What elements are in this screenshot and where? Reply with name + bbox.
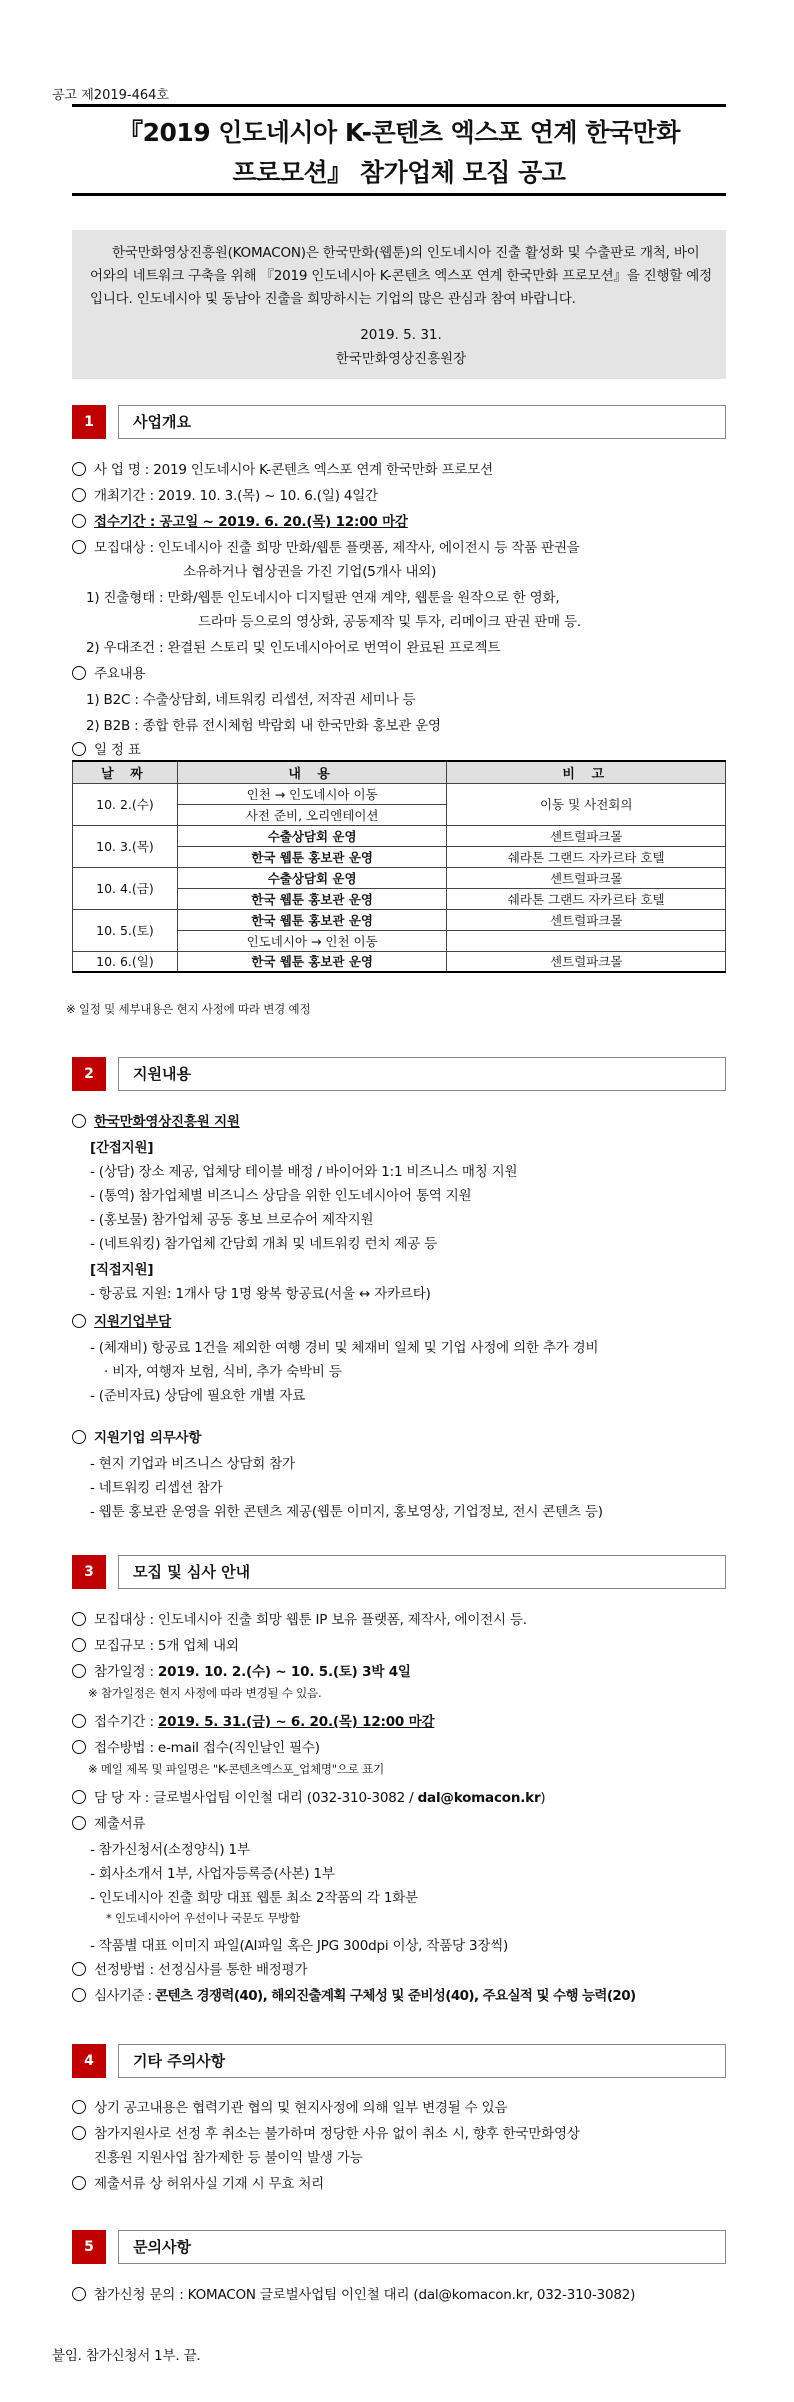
table-row: [73, 783, 726, 804]
document-item: - 작품별 대표 이미지 파일(AI파일 혹은 JPG 300dpi 이상, 작품당 3장씩): [90, 1938, 509, 1954]
schedule-note: ※ 참가일정은 현지 사정에 따라 변경될 수 있음.: [88, 1686, 322, 1700]
circle-bullet-icon: [72, 2126, 86, 2140]
burden-item: - (준비자료) 상담에 필요한 개별 자료: [90, 1388, 306, 1404]
document-note: * 인도네시아어 우선이나 국문도 무방함: [106, 1911, 300, 1925]
note-cell: 쉐라톤 그랜드 자카르타 호텔: [447, 888, 726, 909]
burden-item-cont: · 비자, 여행자 보험, 식비, 추가 숙박비 등: [104, 1364, 342, 1380]
b2c-item: 1) B2C : 수출상담회, 네트워킹 리셉션, 저작권 세미나 등: [86, 692, 416, 708]
circle-bullet-icon: [72, 1988, 86, 2002]
support-item: - (네트워킹) 참가업체 간담회 개최 및 네트워킹 런치 제공 등: [90, 1236, 437, 1252]
obligation-item: - 웹툰 홍보관 운영을 위한 콘텐츠 제공(웹툰 이미지, 홍보영상, 기업정보, 전시 콘텐츠 등): [90, 1504, 603, 1520]
caution-item: 제출서류 상 허위사실 기재 시 무효 처리: [72, 2172, 324, 2192]
section-5-header: [72, 2230, 726, 2264]
note-cell: 센트럴파크몰: [447, 867, 726, 888]
caution-item: 상기 공고내용은 협력기관 협의 및 현지사정에 의해 일부 변경될 수 있음: [72, 2096, 507, 2116]
circle-bullet-icon: [72, 1114, 86, 1128]
section-number: 5: [72, 2230, 106, 2264]
obligation-item: - 현지 기업과 비즈니스 상담회 참가: [90, 1456, 295, 1472]
circle-bullet-icon: [72, 742, 86, 756]
content-cell: 사전 준비, 오리엔테이션: [177, 804, 447, 825]
project-name: 사 업 명 : 2019 인도네시아 K-콘텐츠 엑스포 연계 한국만화 프로모션: [72, 458, 493, 478]
documents-heading: 제출서류: [72, 1812, 145, 1832]
circle-bullet-icon: [72, 1664, 86, 1678]
evaluation-criteria: 심사기준 : 콘텐츠 경쟁력(40), 해외진출계획 구체성 및 준비성(40), 주요실적 및 수행 능력(20): [72, 1984, 636, 2004]
circle-bullet-icon: [72, 666, 86, 680]
intro-date: 2019. 5. 31.: [360, 327, 442, 343]
intro-text: 한국만화영상진흥원(KOMACON)은 한국만화(웹툰)의 인도네시아 진출 활성화 및 수출판로 개척, 바이어와의 네트워크 구축을 위해 『2019 인도네시아 K-콘텐츠 엑스포 연계 한국만화 프로모션』을 진행할 예정입니다. 인도네시아 및 동남아 진출을 희망하시는 기업의 많은 관심과 참여 바랍니다.: [90, 245, 712, 307]
section-number: 3: [72, 1555, 106, 1589]
circle-bullet-icon: [72, 514, 86, 528]
circle-bullet-icon: [72, 1612, 86, 1626]
content-cell: 인천 → 인도네시아 이동: [177, 783, 447, 804]
header-note: 비 고: [447, 761, 726, 783]
caution-item-cont: 진흥원 지원사업 참가제한 등 불이익 발생 가능: [94, 2150, 363, 2166]
recruit-target: 모집대상 : 인도네시아 진출 희망 웹툰 IP 보유 플랫폼, 제작사, 에이전시 등.: [72, 1608, 527, 1628]
support-item: - (홍보물) 참가업체 공동 홍보 브로슈어 제작지원: [90, 1212, 374, 1228]
content-cell: 인도네시아 → 인천 이동: [177, 930, 447, 951]
title-line-2: 프로모션』 참가업체 모집 공고: [232, 158, 566, 187]
company-burden-heading: 지원기업부담: [72, 1310, 171, 1330]
note-cell: 센트럴파크몰: [447, 951, 726, 972]
date-cell: 10. 4.(금): [73, 867, 178, 909]
participation-schedule: 참가일정 : 2019. 10. 2.(수) ~ 10. 5.(토) 3박 4일: [72, 1660, 411, 1680]
obligation-item: - 네트워킹 리셉션 참가: [90, 1480, 223, 1496]
caution-item: 참가지원사로 선정 후 취소는 불가하며 정당한 사유 없이 취소 시, 향후 한국만화영상: [72, 2122, 580, 2142]
contact-person: 담 당 자 : 글로벌사업팀 이인철 대리 (032-310-3082 / dal@komacon.kr): [72, 1786, 546, 1806]
section-number: 1: [72, 405, 106, 439]
date-cell: 10. 6.(일): [73, 951, 178, 972]
selection-method: 선정방법 : 선정심사를 통한 배정평가: [72, 1958, 307, 1978]
burden-item: - (체재비) 항공료 1건을 제외한 여행 경비 및 체재비 일체 및 기업 사정에 의한 추가 경비: [90, 1340, 599, 1356]
circle-bullet-icon: [72, 2287, 86, 2301]
content-cell: 수출상담회 운영: [177, 825, 447, 846]
contact-email-link[interactable]: dal@komacon.kr: [417, 1790, 541, 1806]
content-cell: 한국 웹툰 홍보관 운영: [177, 888, 447, 909]
date-cell: 10. 2.(수): [73, 783, 178, 825]
email-note: ※ 메일 제목 및 파일명은 "K-콘텐츠엑스포_업체명"으로 표기: [88, 1762, 384, 1776]
header-date: 날 짜: [73, 761, 178, 783]
content-cell: 한국 웹툰 홍보관 운영: [177, 909, 447, 930]
circle-bullet-icon: [72, 1816, 86, 1830]
note-cell: 이동 및 사전회의: [447, 783, 726, 825]
content-cell: 한국 웹툰 홍보관 운영: [177, 846, 447, 867]
circle-bullet-icon: [72, 1638, 86, 1652]
title-line-1: 『2019 인도네시아 K-콘텐츠 엑스포 연계 한국만화: [118, 118, 680, 147]
application-period: 접수기간 : 공고일 ~ 2019. 6. 20.(목) 12:00 마감: [72, 510, 408, 530]
event-period: 개최기간 : 2019. 10. 3.(목) ~ 10. 6.(일) 4일간: [72, 484, 378, 504]
schedule-footnote: ※ 일정 및 세부내용은 현지 사정에 따라 변경 예정: [66, 1002, 311, 1016]
section-number: 2: [72, 1057, 106, 1091]
obligations-heading: 지원기업 의무사항: [72, 1426, 201, 1446]
application-method: 접수방법 : e-mail 접수(직인날인 필수): [72, 1736, 320, 1756]
schedule-heading: 일 정 표: [72, 738, 141, 758]
circle-bullet-icon: [72, 2100, 86, 2114]
recruit-target-cont: 소유하거나 협상권을 가진 기업(5개사 내외): [183, 564, 437, 580]
note-cell: [447, 930, 726, 951]
document-title: [72, 104, 726, 196]
date-cell: 10. 5.(토): [73, 909, 178, 951]
section-2-header: [72, 1057, 726, 1091]
section-4-header: [72, 2044, 726, 2078]
table-row: [73, 867, 726, 888]
section-title: 기타 주의사항: [118, 2044, 726, 2078]
application-period: 접수기간 : 2019. 5. 31.(금) ~ 6. 20.(목) 12:00 마감: [72, 1710, 434, 1730]
circle-bullet-icon: [72, 1314, 86, 1328]
content-cell: 한국 웹툰 홍보관 운영: [177, 951, 447, 972]
content-cell: 수출상담회 운영: [177, 867, 447, 888]
recruit-target: 모집대상 : 인도네시아 진출 희망 만화/웹툰 플랫폼, 제작사, 에이전시 등 작품 판권을: [72, 536, 580, 556]
section-title: 지원내용: [118, 1057, 726, 1091]
note-cell: 센트럴파크몰: [447, 825, 726, 846]
section-1-header: [72, 405, 726, 439]
intro-box: [72, 230, 726, 379]
support-item: - (상담) 장소 제공, 업체당 테이블 배정 / 바이어와 1:1 비즈니스 매칭 지원: [90, 1164, 518, 1180]
circle-bullet-icon: [72, 462, 86, 476]
circle-bullet-icon: [72, 1962, 86, 1976]
section-title: 문의사항: [118, 2230, 726, 2264]
main-content-heading: 주요내용: [72, 662, 145, 682]
inquiry-contact: 참가신청 문의 : KOMACON 글로벌사업팀 이인철 대리 (dal@komacon.kr, 032-310-3082): [72, 2283, 635, 2303]
table-row: [73, 951, 726, 972]
preference: 2) 우대조건 : 완결된 스토리 및 인도네시아어로 번역이 완료된 프로젝트: [86, 640, 501, 656]
b2b-item: 2) B2B : 종합 한류 전시체험 박람회 내 한국만화 홍보관 운영: [86, 718, 441, 734]
notice-number: 공고 제2019-464호: [52, 88, 169, 103]
schedule-table: [72, 760, 726, 973]
date-cell: 10. 3.(목): [73, 825, 178, 867]
table-header-row: [73, 761, 726, 783]
attachment-note: 붙임. 참가신청서 1부. 끝.: [52, 2348, 201, 2364]
section-3-header: [72, 1555, 726, 1589]
table-row: [73, 909, 726, 930]
document-item: - 인도네시아 진출 희망 대표 웹툰 최소 2작품의 각 1화분: [90, 1890, 418, 1906]
document-item: - 회사소개서 1부, 사업자등록증(사본) 1부: [90, 1866, 335, 1882]
circle-bullet-icon: [72, 1790, 86, 1804]
entry-form: 1) 진출형태 : 만화/웹툰 인도네시아 디지털판 연재 계약, 웹툰을 원작으로 한 영화,: [86, 590, 560, 606]
support-item: - 항공료 지원: 1개사 당 1명 왕복 항공료(서울 ↔ 자카르타): [90, 1286, 431, 1302]
support-item: - (통역) 참가업체별 비즈니스 상담을 위한 인도네시아어 통역 지원: [90, 1188, 472, 1204]
circle-bullet-icon: [72, 2176, 86, 2190]
section-title: 모집 및 심사 안내: [118, 1555, 726, 1589]
circle-bullet-icon: [72, 1714, 86, 1728]
document-item: - 참가신청서(소정양식) 1부: [90, 1842, 250, 1858]
intro-org: 한국만화영상진흥원장: [335, 351, 467, 367]
circle-bullet-icon: [72, 1740, 86, 1754]
note-cell: 쉐라톤 그랜드 자카르타 호텔: [447, 846, 726, 867]
circle-bullet-icon: [72, 540, 86, 554]
support-heading-komacon: 한국만화영상진흥원 지원: [72, 1110, 240, 1130]
header-content: 내 용: [177, 761, 447, 783]
section-number: 4: [72, 2044, 106, 2078]
indirect-support-label: [간접지원]: [90, 1140, 154, 1156]
note-cell: 센트럴파크몰: [447, 909, 726, 930]
table-row: [73, 825, 726, 846]
circle-bullet-icon: [72, 488, 86, 502]
entry-form-cont: 드라마 등으로의 영상화, 공동제작 및 투자, 리메이크 판권 판매 등.: [198, 614, 581, 630]
circle-bullet-icon: [72, 1430, 86, 1444]
section-title: 사업개요: [118, 405, 726, 439]
direct-support-label: [직접지원]: [90, 1262, 154, 1278]
recruit-size: 모집규모 : 5개 업체 내외: [72, 1634, 239, 1654]
